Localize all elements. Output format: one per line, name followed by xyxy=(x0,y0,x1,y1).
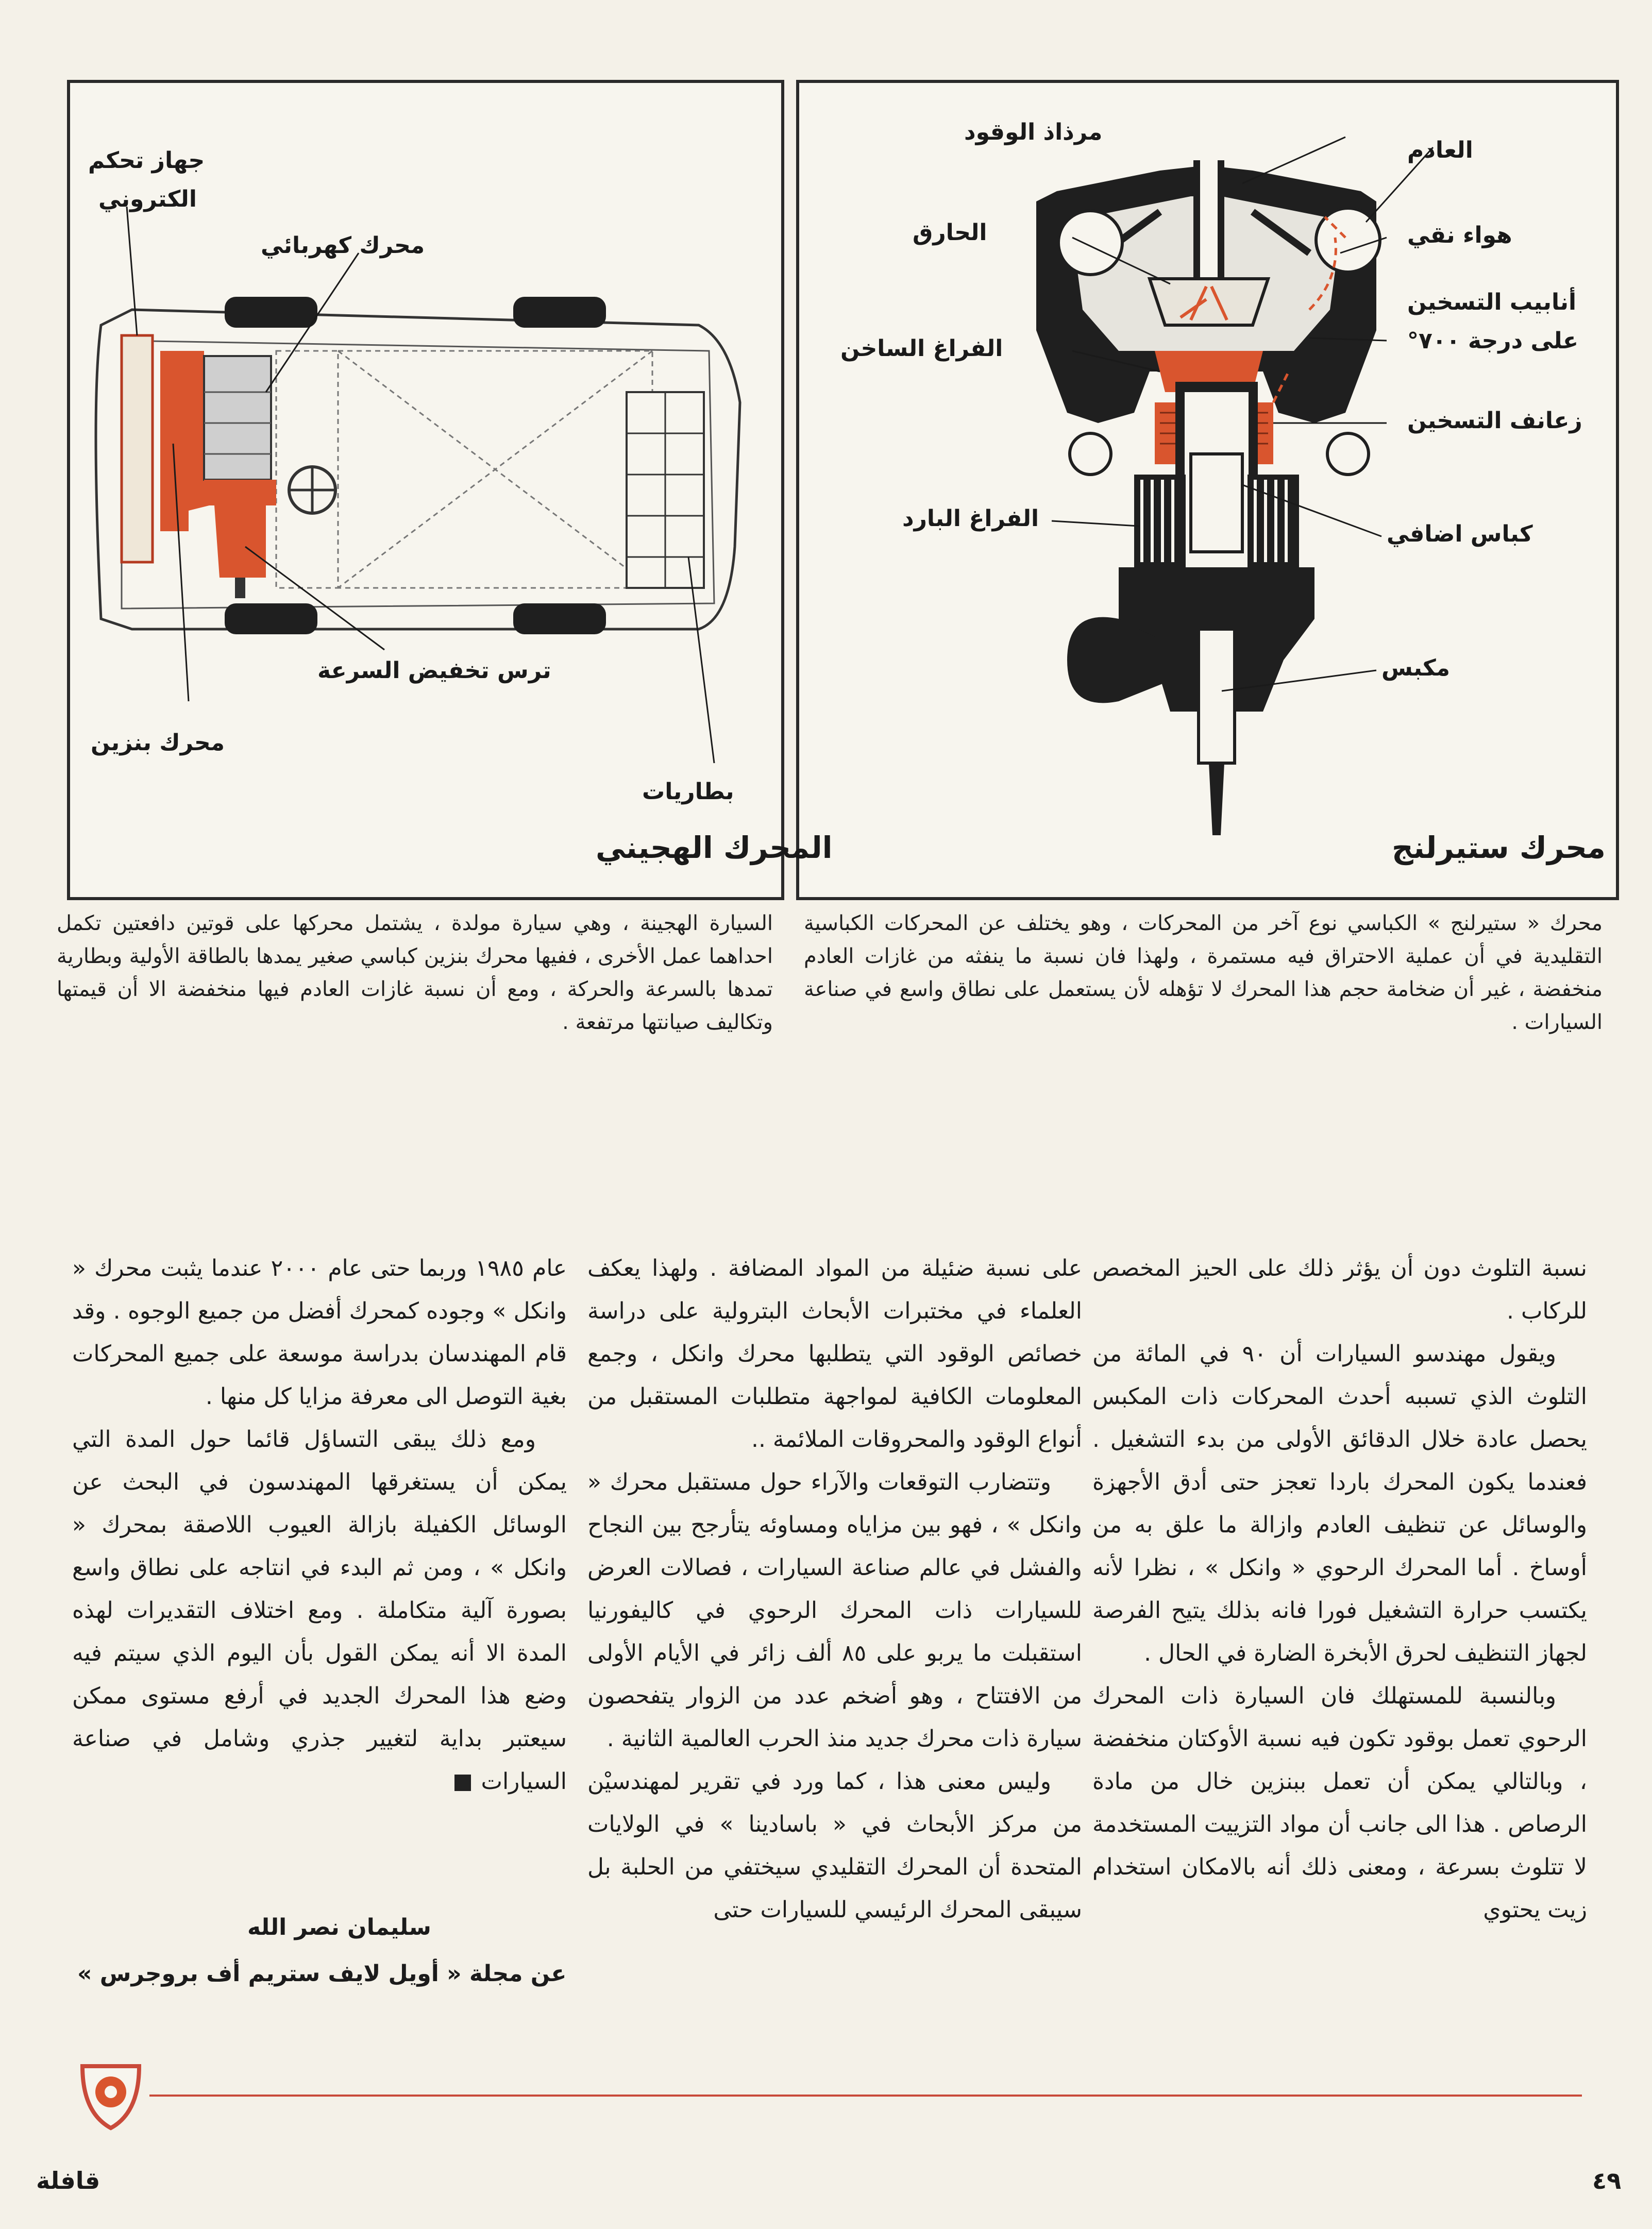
hybrid-caption: السيارة الهجينة ، وهي سيارة مولدة ، يشتمل محركها على قوتين دافعتين تكمل احداهما عمل الأخرى ، ففيها محرك بنزين كباسي صغير يمدها بالطاقة الأولية وبطارية تمدها بالسرعة والحركة ، ومع أن نسبة غازات العادم فيها منخفضة الا أن قيمتها وتكاليف صيانتها مرتفعة . xyxy=(57,911,773,1034)
label-batteries: بطاريات xyxy=(642,779,734,805)
reduction-gear xyxy=(204,480,276,578)
wheel-rear-top xyxy=(513,297,606,328)
label-displacer-piston: كباس اضافي xyxy=(1387,521,1533,547)
label-exhaust: العادم xyxy=(1407,137,1473,163)
wheel-front-top xyxy=(225,297,317,328)
label-electronic-control: جهاز تحكم xyxy=(88,147,205,174)
electronic-control-unit xyxy=(122,335,153,562)
label-fuel-injector: مرذاذ الوقود xyxy=(964,119,1103,145)
paragraph-text: ومع ذلك يبقى التساؤل قائما حول المدة التي يمكن أن يستغرقها المهندسون في البحث عن الوسائل الكفيلة بازالة العيوب اللاصقة بمحرك « وانكل » ، ومن ثم البدء في انتاجه على نطاق واسع بصورة آلية متكاملة . ومع اختلاف التقديرات لهذه المدة الا أنه يمكن القول بأن اليوم الذي سيتم فيه وضع هذا المحرك الجديد في أرفع مستوى ممكن سيعتبر بداية لتغيير جذري وشامل في صناعة السيارات xyxy=(72,1426,567,1795)
page-number: ٤٩ xyxy=(1592,2167,1622,2194)
footer-rule xyxy=(149,2095,1582,2097)
hybrid-figure xyxy=(67,80,833,900)
paragraph: وبالنسبة للمستهلك فان السيارة ذات المحرك الرحوي تعمل بوقود تكون فيه نسبة الأوكتان منخفضة ، وبالتالي يمكن أن تعمل ببنزين خال من مادة الرصاص . هذا الى جانب أن مواد التزييت المستخدمة لا تتلوث بسرعة ، ومعنى ذلك أنه بالامكان استخدام زيت يحتوي xyxy=(1092,1683,1587,1923)
piston xyxy=(1199,629,1235,763)
label-piston: مكبس xyxy=(1381,655,1450,681)
end-of-article-mark xyxy=(454,1775,471,1791)
piston-rod xyxy=(1209,763,1224,835)
label-hot-space: الفراغ الساخن xyxy=(840,335,1003,362)
paragraph: ويقول مهندسو السيارات أن ٩٠ في المائة من التلوث الذي تسببه أحدث المحركات ذات المكبس يحصل عادة خلال الدقائق الأولى من بدء التشغيل . فعندما يكون المحرك باردا تعجز حتى أدق الأجهزة والوسائل عن تنظيف العادم وازالة ما علق به من أوساخ . أما المحرك الرحوي « وانكل » ، نظرا لأنه يكتسب حرارة التشغيل فورا فانه بذلك يتيح الفرصة لجهاز التنظيف لحرق الأبخرة الضارة في الحال . xyxy=(1092,1341,1587,1666)
label-reduction-gear: ترس تخفيض السرعة xyxy=(317,657,551,684)
electric-motor xyxy=(204,356,271,480)
paragraph xyxy=(72,1418,567,1803)
article-column-3 xyxy=(72,1247,567,1803)
wheel-front-bottom xyxy=(225,603,317,634)
label-electronic-control-2: الكتروني xyxy=(98,186,197,212)
paragraph: عام ١٩٨٥ وربما حتى عام ٢٠٠٠ عندما يثبت محرك « وانكل » وجوده كمحرك أفضل من جميع الوجوه . وقد قام المهندسان بدراسة موسعة على جميع المحركات بغية التوصل الى معرفة مزايا كل منها . xyxy=(72,1255,567,1410)
paragraph: وليس معنى هذا ، كما ورد في تقرير لمهندسيْن من مركز الأبحاث في « باسادينا » في الولايات المتحدة أن المحرك التقليدي سيختفي من الحلبة بل سيبقى المحرك الرئيسي للسيارات حتى xyxy=(587,1768,1082,1923)
paragraph: وتتضارب التوقعات والآراء حول مستقبل محرك « وانكل » ، فهو بين مزاياه ومساوئه يتأرجح بين النجاح والفشل في عالم صناعة السيارات ، فصالات العرض للسيارات ذات المحرك الرحوي في كاليفورنيا استقبلت ما يربو على ٨٥ ألف زائر في الأيام الأولى من الافتتاح ، وهو أضخم عدد من الزوار يتفحصون سيارة ذات محرك جديد منذ الحرب العالمية الثانية . xyxy=(587,1469,1082,1752)
label-cold-space: الفراغ البارد xyxy=(902,505,1039,532)
paragraph: على نسبة ضئيلة من المواد المضافة . ولهذا يعكف العلماء في مختبرات الأبحاث البترولية على دراسة خصائص الوقود التي يتطلبها محرك وانكل ، وجمع المعلومات الكافية لمواجهة متطلبات المستقبل من أنواع الوقود والمحروقات الملائمة .. xyxy=(587,1255,1082,1453)
displacer-piston xyxy=(1191,454,1242,552)
article-source: عن مجلة « أويل لايف ستريم أف بروجرس » xyxy=(77,1961,567,1987)
label-heating-tubes-temp: على درجة ٧٠٠° xyxy=(1407,328,1579,354)
burner xyxy=(1150,279,1268,325)
wheel-rear-bottom xyxy=(513,603,606,634)
stirling-figure xyxy=(796,80,1619,900)
stirling-figure-title: محرك ستيرلنج xyxy=(1392,830,1606,865)
label-heating-fins: زعانف التسخين xyxy=(1407,408,1582,434)
stirling-caption: محرك « ستيرلنج » الكباسي نوع آخر من المحركات ، وهو يختلف عن المحركات الكباسية التقليدية في أن عملية الاحتراق فيه مستمرة ، ولهذا فان نسبة ما ينفثه من غازات العادم منخفضة ، غير أن ضخامة حجم هذا المحرك لا تؤهله لأن يستعمل على نطاق واسع في صناعة السيارات . xyxy=(804,911,1603,1034)
stirling-engine-diagram xyxy=(799,83,1616,897)
article-author: سليمان نصر الله xyxy=(247,1914,431,1940)
label-burner: الحارق xyxy=(913,219,987,246)
label-clean-air: هواء نقي xyxy=(1407,222,1512,248)
article-column-1 xyxy=(1092,1247,1587,1931)
article-column-2 xyxy=(587,1247,1082,1931)
paragraph: نسبة التلوث دون أن يؤثر ذلك على الحيز المخصص للركاب . xyxy=(1092,1255,1587,1324)
label-electric-motor: محرك كهربائي xyxy=(261,232,425,259)
magazine-name: قافلة xyxy=(36,2167,100,2194)
magazine-logo-icon xyxy=(72,2056,149,2133)
label-heating-tubes: أنابيب التسخين xyxy=(1407,289,1577,315)
label-petrol-engine: محرك بنزين xyxy=(91,730,225,756)
hybrid-figure-title: المحرك الهجيني xyxy=(596,830,833,865)
